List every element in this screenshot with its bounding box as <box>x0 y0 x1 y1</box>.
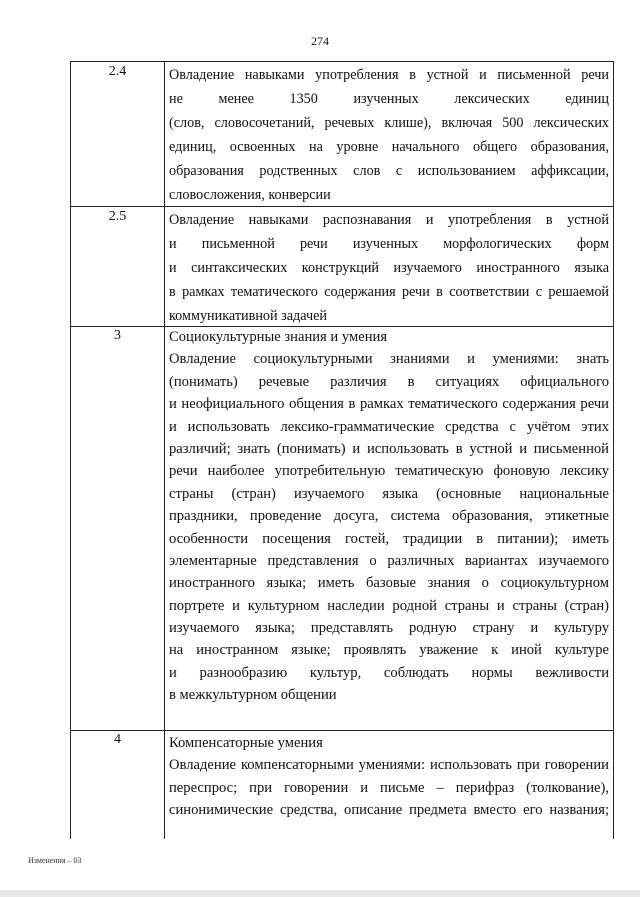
row-content <box>169 732 609 822</box>
row-content <box>169 326 609 707</box>
text-line: на иностранном языке; проявлять уважение к иной культуре <box>169 642 609 659</box>
footer-note: Изменения – 03 <box>28 856 82 865</box>
text-line: в межкультурном общении <box>169 687 337 704</box>
text-line: в рамках тематического содержания речи в соответствии с решаемой <box>169 284 609 300</box>
page-number: 274 <box>311 34 329 48</box>
text-line: (понимать) речевые различия в ситуациях официального <box>169 373 609 390</box>
text-line: иностранного языка; иметь базовые знания о социокультурном <box>169 575 609 592</box>
row-number: 2.5 <box>108 209 127 224</box>
text-line: Овладение социокультурными знаниями и умениями: знать <box>169 351 609 368</box>
text-line: праздники, проведение досуга, система образования, этикетные <box>169 508 609 525</box>
text-line: переспрос; при говорении и письме – перифраз (толкование), <box>169 779 609 796</box>
text-line: и письменной речи изученных морфологических форм <box>169 236 609 252</box>
text-line: образования родственных слов с использованием аффиксации, <box>169 163 609 179</box>
text-line: и синтаксических конструкций изучаемого иностранного языка <box>169 260 609 276</box>
text-line: Овладение навыками распознавания и употребления в устной <box>169 212 609 228</box>
requirements-table <box>70 61 614 839</box>
text-line: (слов, словосочетаний, речевых клише), включая 500 лексических <box>169 115 609 131</box>
text-line: элементарные представления о различных вариантах изучаемого <box>169 552 609 569</box>
text-line: и разнообразию культур, соблюдать нормы вежливости <box>169 664 609 681</box>
page-edge <box>0 890 640 897</box>
row-number: 2.4 <box>108 64 127 79</box>
row-content <box>169 208 609 328</box>
text-line: словосложения, конверсии <box>169 187 331 203</box>
text-line: и использовать лексико-грамматические средства с учётом этих <box>169 418 609 435</box>
column-divider <box>164 62 165 839</box>
text-line: различий; знать (понимать) и использовать в устной и письменной <box>169 440 609 457</box>
text-line: синонимические средства, описание предмета вместо его названия; <box>169 802 609 819</box>
text-line: портрете и культурном наследии родной страны и страны (стран) <box>169 597 609 614</box>
text-line: Овладение навыками употребления в устной и письменной речи <box>169 67 609 83</box>
row-content <box>169 63 609 207</box>
text-line: единиц, освоенных на уровне начального общего образования, <box>169 139 609 155</box>
text-line: и неофициального общения в рамках тематического содержания речи <box>169 396 609 413</box>
row-divider <box>71 730 613 731</box>
text-line: коммуникативной задачей <box>169 308 328 324</box>
text-line: речи наиболее употребительную тематическую фоновую лексику <box>169 463 609 480</box>
text-line: страны (стран) изучаемого языка (основные национальные <box>169 485 609 502</box>
row-number: 4 <box>114 732 121 747</box>
text-line: не менее 1350 изученных лексических единиц <box>169 91 609 107</box>
text-line: особенности посещения гостей, традиции в питании); иметь <box>169 530 609 547</box>
text-line: изучаемого языка; представлять родную страну и культуру <box>169 620 609 637</box>
section-heading: Социокультурные знания и умения <box>169 329 388 345</box>
row-divider <box>71 206 613 207</box>
section-heading: Компенсаторные умения <box>169 735 323 751</box>
row-number: 3 <box>114 328 121 343</box>
text-line: Овладение компенсаторными умениями: использовать при говорении <box>169 757 609 774</box>
